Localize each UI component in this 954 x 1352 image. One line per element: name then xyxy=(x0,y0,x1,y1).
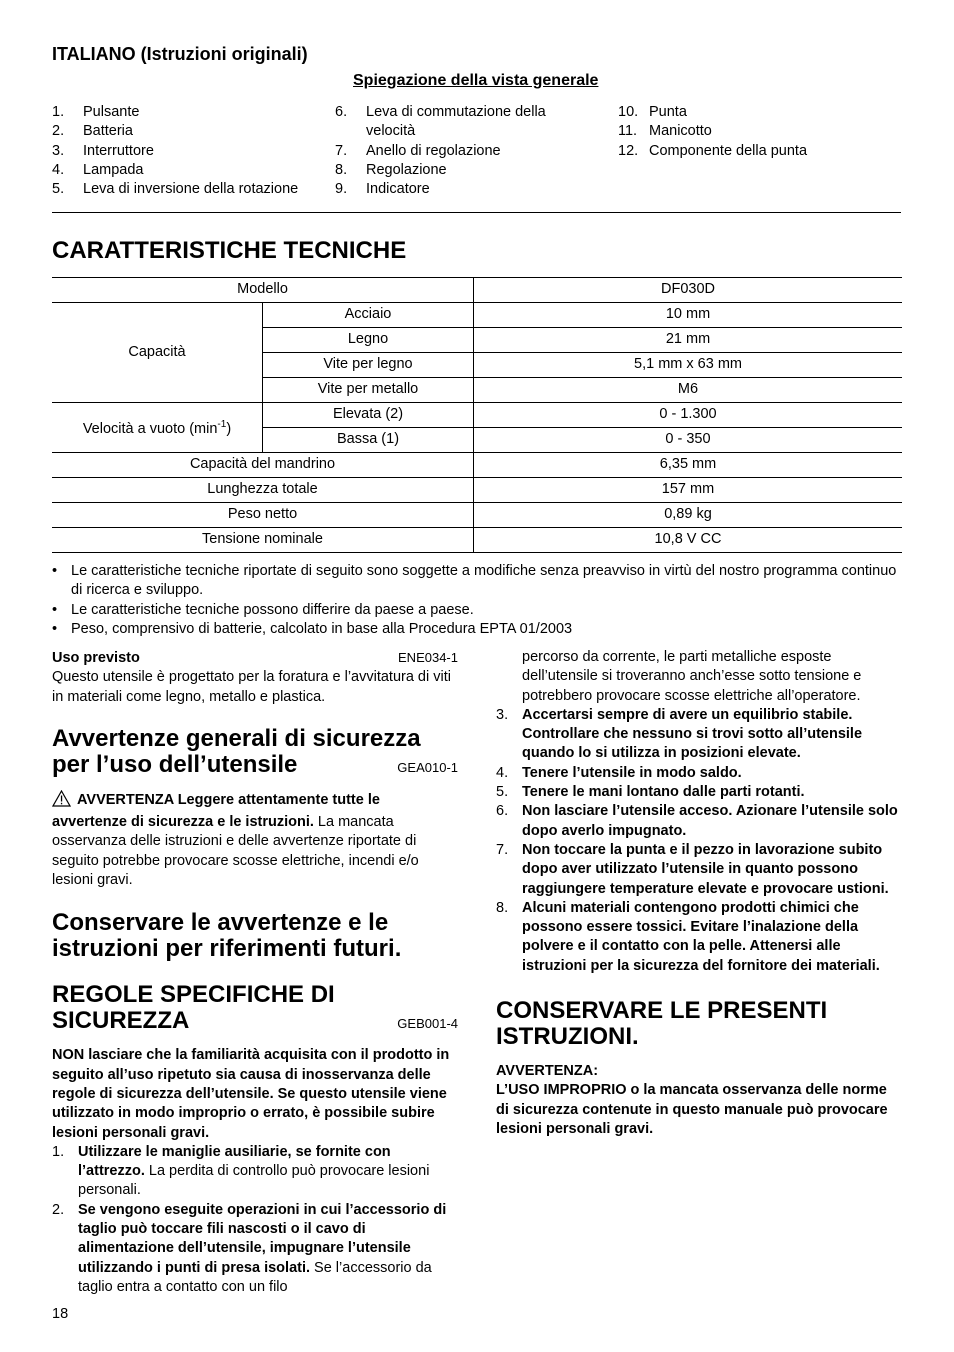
table-row xyxy=(52,478,902,503)
warning-bold-text: AVVERTENZA Leggere attentamente tutte le avvertenze di sicurezza e le istruzioni. xyxy=(52,791,380,831)
rule-bold-text: Utilizzare le maniglie ausiliarie, se fornite con l’attrezzo. xyxy=(78,1143,391,1180)
part-item xyxy=(618,103,898,122)
part-label: Leva di inversione della rotazione xyxy=(83,181,299,198)
general-safety-title-line2: per l’uso dell’utensile xyxy=(52,750,298,778)
rule-number: 4. xyxy=(496,764,509,781)
note-text: Le caratteristiche tecniche possono differire da paese a paese. xyxy=(71,601,474,618)
keep-instructions-heading xyxy=(52,910,458,962)
part-label: Punta xyxy=(649,104,687,120)
part-label: Leva di commutazione della velocità xyxy=(366,104,546,140)
table-row xyxy=(52,503,902,528)
part-number: 9. xyxy=(335,181,348,198)
general-safety-heading xyxy=(52,726,458,778)
table-cell-value: 0,89 kg xyxy=(474,503,903,528)
table-row xyxy=(52,403,902,428)
final-warning xyxy=(496,1062,902,1139)
part-number: 8. xyxy=(335,161,348,178)
part-item xyxy=(52,122,332,141)
rule-number: 3. xyxy=(496,706,509,723)
note-item xyxy=(52,562,902,601)
part-item xyxy=(52,180,332,199)
intended-use-code: ENE034-1 xyxy=(398,650,458,665)
general-warning xyxy=(52,790,458,890)
part-number: 6. xyxy=(335,104,348,120)
table-cell-value: 10 mm xyxy=(474,303,903,328)
part-number: 2. xyxy=(52,123,65,140)
table-cell-value: 0 - 1.300 xyxy=(474,403,903,428)
part-item xyxy=(52,142,332,161)
warning-text: La mancata osservanza delle istruzioni e delle avvertenze riportate di seguito potrebbe provocare scosse elettriche, incendi e/o lesioni gravi. xyxy=(52,814,419,889)
part-number: 10. xyxy=(618,104,639,120)
specs-table xyxy=(52,277,902,553)
table-row xyxy=(52,453,902,478)
specific-rules-intro: NON lasciare che la familiarità acquisita con il prodotto in seguito all’uso ripetuto sia causa di inosservanza delle regole di sicurezza dell’utensile. Se questo utensile viene utilizzato in modo improprio o errato, è possibile subire lesioni personali gravi. xyxy=(52,1047,450,1141)
part-number: 1. xyxy=(52,104,65,120)
rule-item xyxy=(496,841,902,899)
table-cell-group: Capacità xyxy=(52,303,263,403)
page-number: 18 xyxy=(52,1306,69,1322)
specific-rules-title-line1: REGOLE SPECIFICHE DI xyxy=(52,981,335,1009)
language-heading: ITALIANO (Istruzioni originali) xyxy=(52,44,308,64)
part-label: Indicatore xyxy=(366,181,430,198)
part-label: Componente della punta xyxy=(649,142,808,159)
rule-number: 5. xyxy=(496,784,509,801)
rule-text: Non toccare la punta e il pezzo in lavorazione subito dopo aver utilizzato l’utensile in quanto possono raggiungere temperature elevate e provocare ustioni. xyxy=(522,841,889,897)
left-column xyxy=(52,648,458,1297)
table-row xyxy=(52,528,902,553)
table-cell-label: Acciaio xyxy=(263,303,474,328)
rule-item xyxy=(496,802,902,841)
right-column xyxy=(496,648,902,1139)
rule-text: Non lasciare l’utensile acceso. Azionare l’utensile solo dopo averlo impugnato. xyxy=(522,803,898,839)
rule-text: Tenere l’utensile in modo saldo. xyxy=(522,764,742,781)
rule-item xyxy=(52,1143,458,1201)
specs-notes xyxy=(52,562,902,639)
keep-title-line1: Conservare le avvertenze e le xyxy=(52,909,389,937)
rule-number: 8. xyxy=(496,899,509,916)
part-number: 3. xyxy=(52,142,65,159)
save-instructions-heading xyxy=(496,998,902,1050)
parts-column-1 xyxy=(52,103,332,199)
specific-rules-heading xyxy=(52,982,458,1034)
part-item xyxy=(52,103,332,122)
part-item xyxy=(618,122,898,141)
intended-use-title: Uso previsto xyxy=(52,650,140,666)
part-label: Lampada xyxy=(83,161,144,178)
table-cell-label: Modello xyxy=(52,278,474,303)
table-row xyxy=(52,278,902,303)
note-text: Le caratteristiche tecniche riportate di seguito sono soggette a modifiche senza preavviso in virtù del nostro programma continuo di ricerca e sviluppo. xyxy=(71,563,897,599)
table-cell-value: DF030D xyxy=(474,278,903,303)
part-number: 5. xyxy=(52,181,65,198)
rule-item xyxy=(496,899,902,976)
table-cell-value: 10,8 V CC xyxy=(474,528,903,553)
table-cell-group xyxy=(52,403,263,453)
table-cell-label: Elevata (2) xyxy=(263,403,474,428)
part-item xyxy=(618,142,898,161)
specific-rules-title-line2: SICUREZZA xyxy=(52,1007,190,1035)
speed-unit-exponent: -1 xyxy=(217,419,227,431)
part-label: Manicotto xyxy=(649,123,712,140)
save-title-line2: ISTRUZIONI. xyxy=(496,1023,639,1051)
final-warning-text: L’USO IMPROPRIO o la mancata osservanza delle norme di sicurezza contenute in questo manuale può provocare lesioni personali gravi. xyxy=(496,1082,888,1137)
rule-bold-text: Se vengono eseguite operazioni in cui l’accessorio di taglio può toccare fili nascosti o il cavo di alimentazione dell’utensile, impugnare l’utensile utilizzando i punti di presa isolati. xyxy=(78,1201,447,1276)
part-label: Anello di regolazione xyxy=(366,142,501,159)
part-label: Interruttore xyxy=(83,142,154,159)
rule-text: Tenere le mani lontano dalle parti rotanti. xyxy=(522,784,805,801)
table-cell-label: Vite per legno xyxy=(263,353,474,378)
part-label: Regolazione xyxy=(366,161,447,178)
final-warning-label: AVVERTENZA: xyxy=(496,1063,599,1080)
table-cell-value: 5,1 mm x 63 mm xyxy=(474,353,903,378)
part-label: Batteria xyxy=(83,123,133,140)
rule-continuation: percorso da corrente, le parti metalliche esposte dell’utensile si troveranno anch’esse sotto tensione e potrebbero provocare scosse elettriche all’operatore. xyxy=(522,649,862,704)
rule-text: Se l’accessorio da taglio entra a contatto con un filo xyxy=(78,1259,432,1295)
overview-title: Spiegazione della vista generale xyxy=(353,72,599,89)
part-number: 11. xyxy=(618,123,638,140)
rule-item xyxy=(52,1201,458,1297)
rule-number: 7. xyxy=(496,841,509,858)
part-label: Pulsante xyxy=(83,104,140,120)
warning-triangle-icon xyxy=(52,790,71,813)
part-item xyxy=(335,180,605,199)
note-item xyxy=(52,620,902,639)
table-row xyxy=(52,303,902,328)
table-cell-value: 157 mm xyxy=(474,478,903,503)
table-cell-label: Capacità del mandrino xyxy=(52,453,474,478)
rule-item xyxy=(496,783,902,802)
part-item xyxy=(335,103,605,142)
keep-title-line2: istruzioni per riferimenti futuri. xyxy=(52,935,402,963)
bullet: • xyxy=(52,601,58,618)
table-cell-label: Legno xyxy=(263,328,474,353)
rule-item xyxy=(496,764,902,783)
table-cell-value: 6,35 mm xyxy=(474,453,903,478)
part-item xyxy=(52,161,332,180)
table-cell-label: Lunghezza totale xyxy=(52,478,474,503)
part-item xyxy=(335,161,605,180)
bullet: • xyxy=(52,563,58,579)
rule-text: Alcuni materiali contengono prodotti chimici che possono essere tossici. Evitare l’inalazione della polvere e il contatto con la pelle. Attenersi alle istruzioni per la sicurezza del fornitore dei materiali. xyxy=(522,899,880,974)
note-item xyxy=(52,601,902,620)
part-item xyxy=(335,142,605,161)
part-number: 12. xyxy=(618,142,639,159)
parts-column-3 xyxy=(618,103,898,161)
table-cell-value: M6 xyxy=(474,378,903,403)
general-safety-title-line1: Avvertenze generali di sicurezza xyxy=(52,724,421,752)
rule-number: 6. xyxy=(496,803,509,820)
rule-item xyxy=(496,706,902,764)
rule-text: Accertarsi sempre di avere un equilibrio stabile. Controllare che nessuno si trovi sotto all’utensile quando lo si utilizza in posizioni elevate. xyxy=(522,706,863,762)
table-cell-label: Vite per metallo xyxy=(263,378,474,403)
save-title-line1: CONSERVARE LE PRESENTI xyxy=(496,997,828,1025)
rule-number: 2. xyxy=(52,1201,65,1218)
table-cell-label: Bassa (1) xyxy=(263,428,474,453)
part-number: 7. xyxy=(335,142,348,159)
specific-rules-code: GEB001-4 xyxy=(397,1016,458,1032)
specs-title: CARATTERISTICHE TECNICHE xyxy=(52,237,407,264)
speed-label-close: ) xyxy=(226,421,232,438)
bullet: • xyxy=(52,620,58,637)
speed-label: Velocità a vuoto (min xyxy=(82,421,218,438)
rule-number: 1. xyxy=(52,1143,65,1160)
rule-text: La perdita di controllo può provocare lesioni personali. xyxy=(78,1163,430,1199)
table-cell-label: Peso netto xyxy=(52,503,474,528)
general-safety-code: GEA010-1 xyxy=(397,759,458,775)
section-divider xyxy=(52,212,901,213)
part-number: 4. xyxy=(52,161,65,178)
parts-column-2 xyxy=(335,103,605,199)
intended-use-text: Questo utensile è progettato per la foratura e l’avvitatura di viti in materiali come legno, metallo e plastica. xyxy=(52,669,451,705)
table-cell-value: 0 - 350 xyxy=(474,428,903,453)
table-cell-label: Tensione nominale xyxy=(52,528,474,553)
table-cell-value: 21 mm xyxy=(474,328,903,353)
note-text: Peso, comprensivo di batterie, calcolato in base alla Procedura EPTA 01/2003 xyxy=(71,620,573,637)
